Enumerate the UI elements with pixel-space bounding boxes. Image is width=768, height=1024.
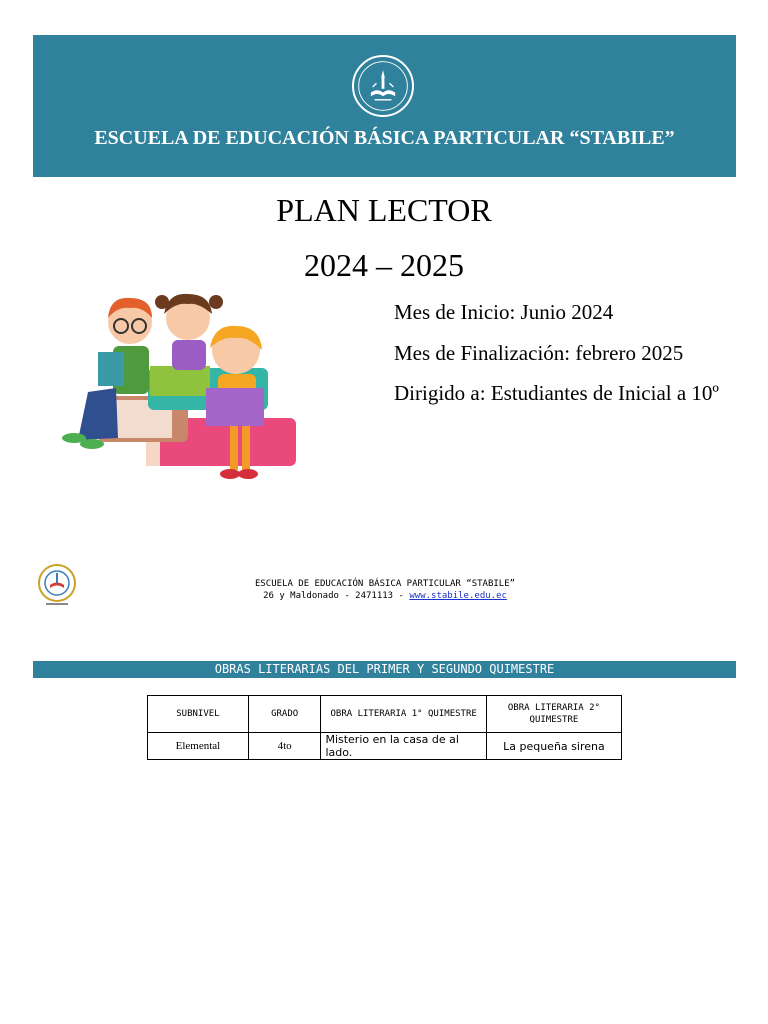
table-row bbox=[148, 733, 622, 760]
cell-subnivel: Elemental bbox=[148, 733, 249, 760]
footer-address-line bbox=[180, 590, 590, 602]
plan-years: 2024 – 2025 bbox=[304, 247, 464, 283]
start-month: Mes de Inicio: Junio 2024 bbox=[394, 300, 614, 324]
school-seal-icon bbox=[36, 563, 78, 607]
header-obra-1: OBRA LITERARIA 1° QUIMESTRE bbox=[321, 696, 486, 733]
cell-grado: 4to bbox=[248, 733, 321, 760]
header-subnivel: SUBNIVEL bbox=[148, 696, 249, 733]
website-link[interactable]: www.stabile.edu.ec bbox=[409, 591, 507, 601]
section-title: OBRAS LITERARIAS DEL PRIMER Y SEGUNDO QUIMESTRE bbox=[33, 661, 736, 678]
table-header-row bbox=[148, 696, 622, 733]
school-name-heading: ESCUELA DE EDUCACIÓN BÁSICA PARTICULAR “STABILE” bbox=[94, 127, 675, 149]
school-crest-icon bbox=[352, 55, 414, 117]
footer-address: 26 y Maldonado - 2471113 - bbox=[263, 591, 404, 601]
footer-contact bbox=[180, 578, 590, 602]
footer-school-name: ESCUELA DE EDUCACIÓN BÁSICA PARTICULAR “STABILE” bbox=[254, 579, 516, 589]
cell-obra-1: Misterio en la casa de al lado. bbox=[321, 733, 486, 760]
header-banner bbox=[33, 35, 736, 177]
end-month: Mes de Finalización: febrero 2025 bbox=[394, 341, 684, 365]
literary-works-table bbox=[147, 695, 622, 760]
header-grado: GRADO bbox=[248, 696, 321, 733]
target-audience: Dirigido a: Estudiantes de Inicial a 10º bbox=[394, 381, 719, 405]
children-reading-illustration bbox=[58, 288, 298, 484]
cell-obra-2: La pequeña sirena bbox=[486, 733, 621, 760]
plan-title: PLAN LECTOR bbox=[276, 192, 492, 228]
header-obra-2: OBRA LITERARIA 2° QUIMESTRE bbox=[486, 696, 621, 733]
